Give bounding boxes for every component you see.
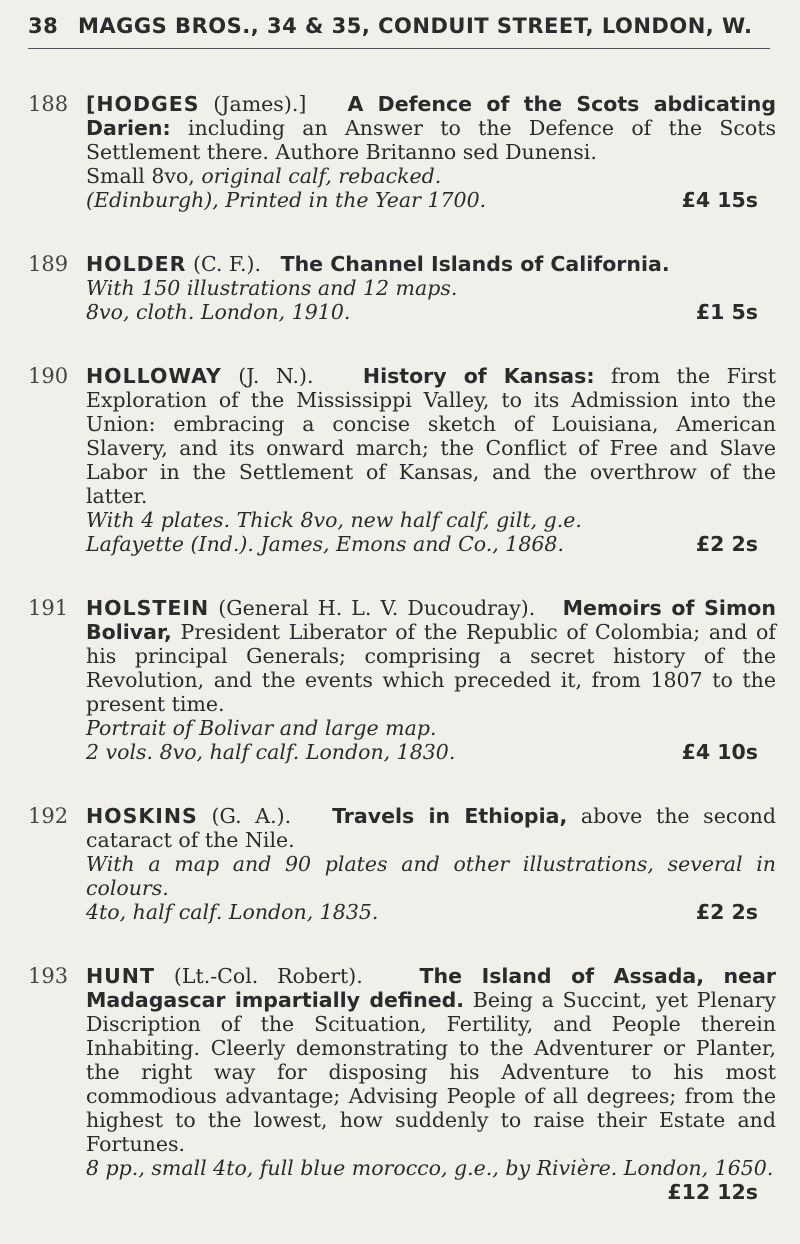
entry-imprint-line <box>86 740 776 764</box>
entry-title: Travels in Ethiopia, <box>332 804 568 828</box>
entry-illustrations: With a map and 90 plates and other illustrations, several in colours. <box>86 852 776 900</box>
entry-number: 193 <box>28 964 69 988</box>
entry-author: HOLDER <box>86 252 187 276</box>
entry-title: A Defence of the Scots abdicating Darien: <box>86 92 776 140</box>
catalogue-entry <box>28 252 776 324</box>
entry-text: including an Answer to the Defence of the Scots Settlement there. Authore Britanno sed Dunensi. <box>86 116 776 164</box>
entry-number: 190 <box>28 364 69 388</box>
entry-imprint: 8vo, cloth. London, 1910. <box>86 300 351 324</box>
header-rule <box>28 48 770 49</box>
entry-illustrations: 8 pp., small 4to, full blue morocco, g.e., by Rivière. London, 1650. <box>86 1156 774 1180</box>
entry-description <box>86 92 776 164</box>
entry-author-detail: (General H. L. V. Ducoudray). <box>209 596 536 620</box>
entry-illustrations: Portrait of Bolivar and large map. <box>86 716 437 740</box>
entry-imprint: Lafayette (Ind.). James, Emons and Co., 1868. <box>86 532 564 556</box>
entry-description <box>86 804 776 852</box>
entry-illustrations: With 150 illustrations and 12 maps. <box>86 276 458 300</box>
catalogue-entries <box>28 92 776 1244</box>
entry-binding: original calf, rebacked. <box>194 164 442 188</box>
entry-author-detail: (C. F.). <box>186 252 262 276</box>
entry-author-detail: (J. N.). <box>221 364 314 388</box>
catalogue-entry <box>28 92 776 212</box>
page-header <box>28 14 778 38</box>
entry-number: 189 <box>28 252 69 276</box>
entry-imprint-line <box>86 300 776 324</box>
entry-number: 192 <box>28 804 69 828</box>
entry-author-detail: (Lt.-Col. Robert). <box>154 964 363 988</box>
entry-title: The Island of Assada, near Madagascar impartially defined. <box>86 964 776 1012</box>
entry-author-detail: (James).] <box>199 92 307 116</box>
entry-price: £1 5s <box>695 300 758 324</box>
publisher-line: MAGGS BROS., 34 & 35, CONDUIT STREET, LONDON, W. <box>78 14 753 38</box>
entry-text: Being a Succint, yet Plenary Discription of the Scituation, Fertility, and People therein Inhabiting. Cleerly demonstrating to the Adventurer or Planter, the right way for disposing his Adventure to his most commodious advantage; Advising People of all degrees; from the highest to the lowest, how suddenly to raise their Estate and Fortunes. <box>86 988 777 1156</box>
entry-text: President Liberator of the Republic of Colombia; and of his principal Generals; comprising a secret history of the Revolution, and the events which preceded it, from 1807 to the present time. <box>86 620 776 716</box>
entry-price: £2 2s <box>695 532 758 556</box>
entry-author-detail: (G. A.). <box>197 804 292 828</box>
entry-title: The Channel Islands of California. <box>280 252 670 276</box>
entry-imprint-line <box>86 900 776 924</box>
entry-imprint-line <box>86 188 776 212</box>
entry-imprint-line <box>86 532 776 556</box>
entry-description <box>86 596 776 716</box>
entry-number: 188 <box>28 92 69 116</box>
entry-price: £12 12s <box>667 1180 758 1204</box>
entry-title: History of Kansas: <box>362 364 595 388</box>
entry-price: £4 15s <box>681 188 758 212</box>
catalogue-entry <box>28 596 776 764</box>
entry-price: £4 10s <box>681 740 758 764</box>
entry-illustrations: With 4 plates. Thick 8vo, new half calf, gilt, g.e. <box>86 508 582 532</box>
entry-imprint: 4to, half calf. London, 1835. <box>86 900 379 924</box>
entry-description <box>86 364 776 508</box>
entry-author: HOSKINS <box>86 804 198 828</box>
entry-title: Memoirs of Simon Bolivar, <box>86 596 776 644</box>
entry-author: HUNT <box>86 964 155 988</box>
catalogue-entry <box>28 364 776 556</box>
entry-description <box>86 964 776 1156</box>
entry-author: HOLLOWAY <box>86 364 222 388</box>
catalogue-entry <box>28 964 776 1204</box>
entry-text: from the First Exploration of the Mississippi Valley, to its Admission into the Union: embracing a concise sketch of Louisiana, American Slavery, and its onward march; the Conflict of Free and Slave Labor in the Settlement of Kansas, and the overthrow of the latter. <box>86 364 776 508</box>
entry-text: above the second cataract of the Nile. <box>86 804 776 852</box>
entry-description <box>86 252 776 276</box>
entry-format-text: Small 8vo, <box>86 164 195 188</box>
entry-author: HOLSTEIN <box>86 596 210 620</box>
page-number: 38 <box>28 14 59 38</box>
entry-format <box>86 164 776 188</box>
entry-author: [HODGES <box>86 92 200 116</box>
entry-imprint: 2 vols. 8vo, half calf. London, 1830. <box>86 740 456 764</box>
entry-number: 191 <box>28 596 69 620</box>
catalogue-entry <box>28 804 776 924</box>
entry-imprint: (Edinburgh), Printed in the Year 1700. <box>86 188 487 212</box>
entry-price: £2 2s <box>695 900 758 924</box>
entry-imprint-line <box>86 1180 776 1204</box>
